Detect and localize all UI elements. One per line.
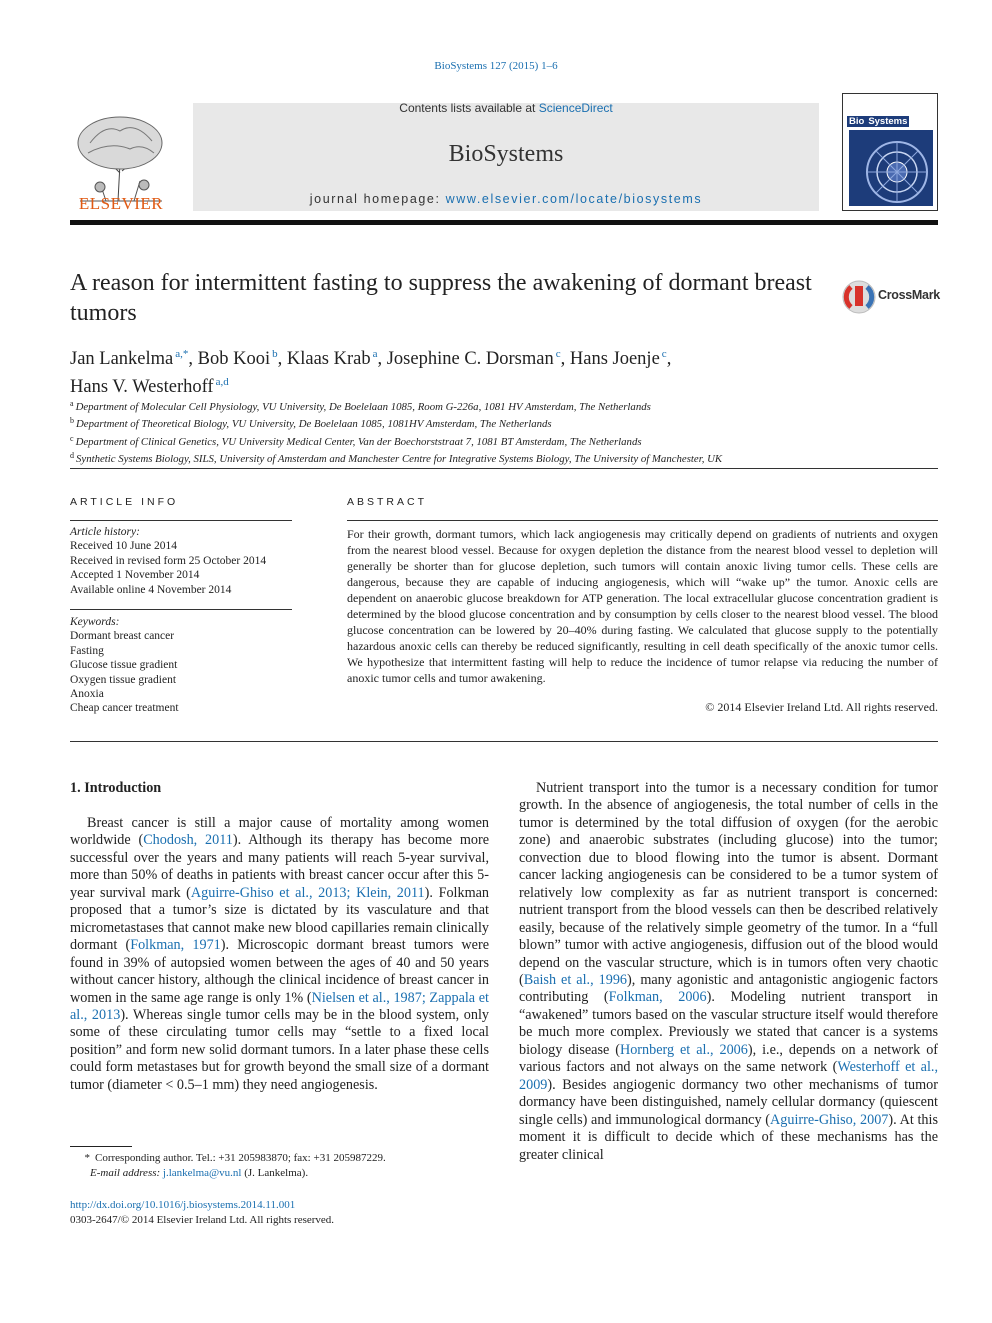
affiliation: $^c$ Department of Clinical Genetics, VU University Medical Center, Van der Boechorststraat 7, 1081 BT Amsterdam, The Netherlands (70, 433, 642, 448)
affiliation: $^d$ Synthetic Systems Biology, SILS, University of Amsterdam and Manchester Centre for Integrative Systems Biology, The University of Manchester, UK (70, 451, 723, 466)
history-item: Accepted 1 November 2014 (70, 569, 200, 582)
body-column-left (70, 815, 489, 1094)
citation-link[interactable]: Chodosh, 2011 (143, 832, 233, 849)
paragraph: Nutrient transport into the tumor is a necessary condition for tumor growth. In the absence of angiogenesis, the total number of cells in the tumor is determined by the total diffusion of oxygen (for the aerobic zone) and anaerobic substrates (including glucose) into the tumor; convection due to blood flowing into the tumor is absent. Dormant cancer lacking angiogenesis can be considered to be a tumor system of relatively low complexity as far as nutrient transport is concerned: nutrient transport from the blood vessels can then be described relatively easily, because of the relatively simple geometry of the tumor. In a “full blown” tumor with active angiogenesis, diffusion out of the blood would depend on the vascular structure, which is in tumors often very chaotic (Baish et al., 1996), many agonistic and antagonistic angiogenic factors contributing (Folkman, 2006). Modeling nutrient transport in “awakened” tumors based on the vascular structure itself would therefore be much more complex. Previously we stated that cancer is a systems biology disease (Hornberg et al., 2006), i.e., depends on a network of various factors and not always on the same network (Westerhoff et al., 2009). Besides angiogenic dormancy two other mechanisms of tumor dormancy have been distinguished, namely cellular dormancy (quiescent single cells) and immunological dormancy (Aguirre-Ghiso, 2007). At this moment it is difficult to decide which of these mechanisms has the greater clinical (519, 780, 939, 1163)
journal-citation[interactable]: BioSystems 127 (2015) 1–6 (434, 60, 558, 72)
citation-link[interactable]: Hornberg et al., 2006 (619, 1041, 748, 1058)
citation-link[interactable]: Folkman, 2006 (608, 989, 707, 1006)
contents-line: Contents lists available at ScienceDirect (399, 101, 613, 115)
history-item: Received 10 June 2014 (70, 540, 177, 553)
abstract-copyright: © 2014 Elsevier Ireland Ltd. All rights reserved. (705, 700, 938, 714)
article-history (70, 525, 292, 597)
footnote: * Corresponding author. Tel.: +31 205983870; fax: +31 205987229. E-mail address: j.lankelma@vu.nl (J. Lankelma). (84, 1152, 386, 1179)
citation-link[interactable]: Nielsen et al., 1987; Zappala et al., 2013 (70, 989, 489, 1023)
crossmark-badge[interactable] (842, 279, 942, 315)
citation-link[interactable]: Aguirre-Ghiso, 2007 (770, 1111, 889, 1128)
footnote-rule (70, 1146, 132, 1147)
divider (70, 520, 292, 521)
issn-line: 0303-2647/© 2014 Elsevier Ireland Ltd. All rights reserved. (70, 1213, 335, 1226)
citation-link[interactable]: Westerhoff et al., 2009 (519, 1059, 938, 1093)
keyword: Oxygen tissue gradient (70, 673, 177, 686)
journal-name: BioSystems (448, 141, 564, 167)
abstract-text: For their growth, dormant tumors, which lack angiogenesis may critically depend on gradients of nutrients and oxygen from the nearest blood vessel. Because for oxygen depletion the distance from the nearest blood vessel to depletion will generally be shorter than for glucose depletion, such tumors will contain anoxic living tumor cells. These cells are dangerous, because they are capable of inducing angiogenesis, which will “wake up” the tumor. Anoxic cells are dependent on anaerobic glucose breakdown for ATP generation. The local extracellular glucose concentration gradient is determined by the blood glucose concentration and by consumption by cells closer to the nearest blood vessel. The blood glucose concentration can be lowered by 20–40% during fasting. We calculated that glucose supply to the potentially hazardous anoxic cells can thereby be reduced significantly, resulting in cell death specifically of the anoxic tumor cells. We hypothesize that intermittent fasting will help to reduce the incidence of tumor relapse via reducing the number of anoxic tumor cells and tumor awakening. (347, 527, 938, 685)
keywords (70, 615, 292, 716)
citation-link[interactable]: Baish et al., 1996 (523, 971, 628, 988)
keyword: Dormant breast cancer (70, 630, 175, 643)
publisher-name: ELSEVIER (78, 194, 164, 213)
crossmark-icon (842, 279, 876, 315)
keyword: Cheap cancer treatment (70, 702, 179, 715)
history-label: Article history: (70, 526, 140, 538)
affiliations (70, 397, 940, 467)
homepage-link[interactable]: www.elsevier.com/locate/biosystems (445, 192, 703, 206)
keywords-label: Keywords: (70, 616, 120, 628)
divider (70, 609, 292, 610)
author[interactable]: Jan Lankelma $^{a,*}$ (70, 348, 189, 369)
author[interactable]: Bob Kooi $^b$ (197, 348, 278, 369)
paragraph: Breast cancer is still a major cause of mortality among women worldwide (Chodosh, 2011). Although its therapy has become more successful over the years and many patients will reach 5-year survival, more than 50% of deaths in patients with breast cancer occur after this 5-year survival mark (Aguirre-Ghiso et al., 2013; Klein, 2011). Folkman proposed that a tumor’s size is dictated by its vasculature and that micrometastases that cannot make new blood capillaries remain clinically dormant (Folkman, 1971). Microscopic dormant breast tumors were found in 39% of autopsied women between the ages of 40 and 50 years without cancer history, although the clinical incidence of breast cancer in women in the same age range is only 1% (Nielsen et al., 1987; Zappala et al., 2013). Whereas single tumor cells may be in the blood system, only some of these circulating tumor cells may “settle to a fixed local position” and form new solid dormant tumors. In a later phase these cells could form metastases but for growth beyond the small size of a dormant tumor (diameter < 0.5–1 mm) they need angiogenesis. (70, 815, 490, 1093)
author-list: Jan Lankelma $^{a,*}$, Bob Kooi $^b$, Klaas Krab $^a$, Josephine C. Dorsman $^c$, Hans Joenje $^c$, Hans V. Westerhoff $^{a,d}$ (70, 348, 672, 397)
citation-link[interactable]: Folkman, 1971 (130, 937, 221, 954)
keyword: Anoxia (70, 688, 104, 701)
journal-masthead (193, 103, 819, 211)
abstract-heading: ABSTRACT (347, 496, 428, 508)
author[interactable]: Josephine C. Dorsman $^c$ (386, 348, 561, 369)
masthead-rule (70, 220, 938, 225)
crossmark-label: CrossMark (878, 288, 940, 302)
history-item: Available online 4 November 2014 (70, 583, 232, 596)
body-column-right (519, 780, 938, 1164)
globe-icon (849, 130, 933, 206)
affiliation: $^a$ Department of Molecular Cell Physiology, VU University, De Boelelaan 1085, Room G-226a, 1081 HV Amsterdam, The Netherlands (70, 399, 651, 413)
author[interactable]: Klaas Krab $^a$ (286, 348, 378, 369)
journal-homepage: journal homepage: www.elsevier.com/locate/biosystems (309, 192, 703, 206)
keyword: Fasting (70, 644, 104, 657)
journal-cover[interactable] (842, 93, 938, 211)
divider (347, 520, 938, 521)
divider (70, 741, 938, 742)
history-item: Received in revised form 25 October 2014 (70, 554, 267, 567)
author[interactable]: Hans V. Westerhoff $^{a,d}$ (70, 376, 229, 397)
citation-link[interactable]: Aguirre-Ghiso et al., 2013; Klein, 2011 (190, 884, 425, 901)
email-link[interactable]: j.lankelma@vu.nl (162, 1166, 242, 1179)
divider (70, 468, 938, 469)
doi-link[interactable]: http://dx.doi.org/10.1016/j.biosystems.2014.11.001 (70, 1199, 296, 1211)
article-title: A reason for intermittent fasting to suppress the awakening of dormant breast tumors (70, 270, 812, 326)
sciencedirect-link[interactable]: ScienceDirect (538, 101, 613, 115)
affiliation: $^b$ Department of Theoretical Biology, VU University, De Boelelaan 1085, 1081HV Amsterdam, The Netherlands (70, 416, 552, 431)
section-heading: 1. Introduction (70, 780, 162, 796)
cover-title: Bio Systems (849, 116, 908, 127)
keyword: Glucose tissue gradient (70, 659, 178, 672)
author[interactable]: Hans Joenje $^c$ (569, 348, 667, 369)
article-info-heading: ARTICLE INFO (70, 496, 179, 508)
doi-block (70, 1198, 334, 1227)
